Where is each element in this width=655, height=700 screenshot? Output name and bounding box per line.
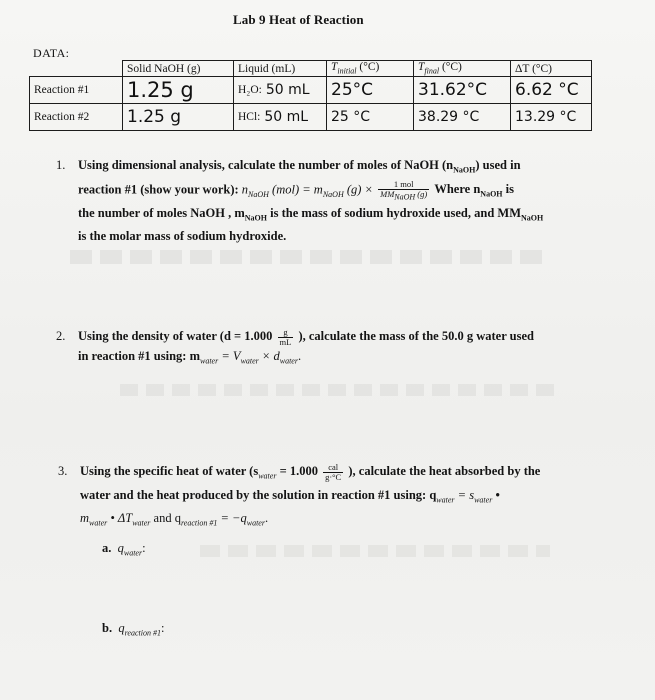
question-3: [58, 461, 600, 533]
bleed-through-texture: [200, 545, 550, 557]
header-delta-t: ΔT (°C): [511, 61, 592, 77]
cell-liquid-2: [234, 104, 327, 131]
header-t-initial: $T_{initial}$ (°C): [327, 61, 414, 77]
question-1: [56, 156, 598, 246]
liquid-type-2: HCl:: [238, 111, 261, 123]
table-row: [30, 104, 592, 131]
cell-t-final-1: 31.62°C: [414, 77, 511, 104]
question-2-number: 2.: [56, 329, 66, 343]
question-3-line-3: $m_{water}$ • $\Delta T_{water}$ and $q_{reaction \#1} = -q_{water}$.: [80, 511, 269, 528]
question-3-number: 3.: [58, 464, 68, 478]
bleed-through-texture: [120, 384, 560, 396]
density-fraction: $\frac{g}{mL}$: [279, 326, 292, 347]
cell-t-initial-1: 25°C: [327, 77, 414, 104]
question-2-line-1: Using the density of water (d = 1.000 $\frac{g}{mL}$ ), calculate the mass of the 50.0 g water used: [78, 326, 534, 347]
table-header-row: [30, 61, 592, 77]
liquid-volume-2: 50 mL: [264, 109, 309, 125]
data-label: DATA:: [33, 46, 70, 60]
table-row: [30, 77, 592, 104]
liquid-type-1: H₂O:: [238, 84, 262, 96]
specific-heat-fraction: $\frac{\text{cal}}{g\cdot^\circ C}$: [325, 461, 342, 482]
question-1-number: 1.: [56, 158, 66, 172]
cell-naoh-1: 1.25 g: [123, 77, 234, 104]
question-2: [56, 326, 598, 370]
question-1-line-4: is the molar mass of sodium hydroxide.: [78, 229, 287, 244]
header-blank: [30, 61, 123, 77]
cell-t-final-2: 38.29 °C: [414, 104, 511, 131]
row-label-reaction-2: Reaction #2: [30, 104, 123, 131]
cell-liquid-1: [234, 77, 327, 104]
question-3-line-1: Using the specific heat of water ($s_{water} = 1.000$ $\frac{\text{cal}}{g\cdot^\circ C}$ ), calculate the heat absorbed by the: [80, 461, 541, 482]
question-2-line-2: in reaction #1 using: $m_{water} = V_{water} \times d_{water}$.: [78, 348, 302, 366]
question-1-line-1: Using dimensional analysis, calculate the number of moles of NaOH $(n_{NaOH})$ used in: [78, 158, 521, 175]
question-1-line-3: the number of moles NaOH , $m_{NaOH}$ is the mass of sodium hydroxide used, and $MM_{NaOH}$: [78, 205, 544, 223]
header-t-final: $T_{final}$ (°C): [414, 61, 511, 77]
row-label-reaction-1: Reaction #1: [30, 77, 123, 104]
question-1-line-2: reaction #1 (show your work): $n_{NaOH}$ $(mol) = m_{NaOH}$ (g) × $\frac{\text{1 mol}}{MM_{NaOH} (g)}$ Where $n_{NaOH}$ is: [78, 178, 514, 202]
answer-b: b. $q_{reaction \#1}$:: [102, 621, 165, 638]
page-title: Lab 9 Heat of Reaction: [233, 12, 364, 27]
cell-delta-t-2: 13.29 °C: [511, 104, 592, 131]
liquid-volume-1: 50 mL: [265, 82, 310, 98]
bleed-through-texture: [70, 250, 550, 264]
cell-t-initial-2: 25 °C: [327, 104, 414, 131]
cell-naoh-2: 1.25 g: [123, 104, 234, 131]
answer-a: a. $q_{water}$:: [102, 541, 146, 558]
header-liquid: Liquid (mL): [234, 61, 327, 77]
question-3-line-2: water and the heat produced by the solution in reaction #1 using: $q_{water} = s_{water}$ •: [80, 487, 500, 504]
molar-fraction: $\frac{\text{1 mol}}{MM_{NaOH} (g)}$: [380, 178, 428, 202]
cell-delta-t-1: 6.62 °C: [511, 77, 592, 104]
header-solid-naoh: Solid NaOH (g): [123, 61, 234, 77]
data-table: [29, 60, 592, 131]
